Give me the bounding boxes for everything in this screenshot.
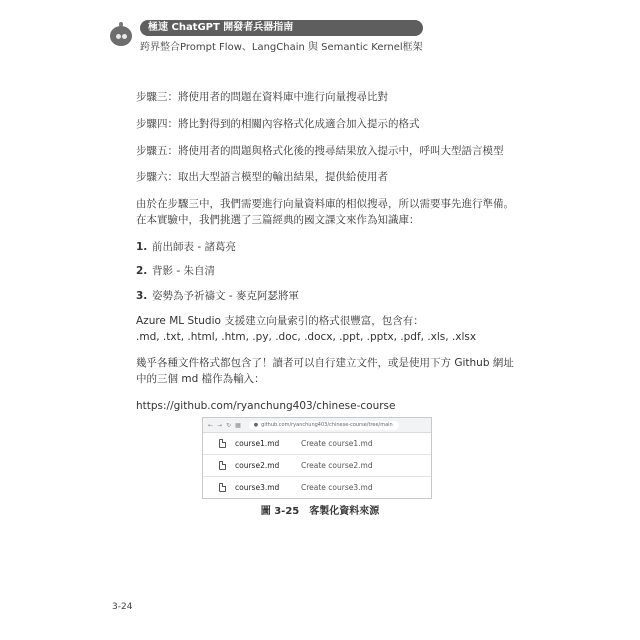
lock-icon: ● (253, 421, 259, 428)
reload-icon: ↻ (226, 421, 232, 429)
back-icon: ← (208, 421, 214, 429)
file-row (203, 477, 431, 498)
file-icon (219, 439, 226, 448)
step-five: 步驟五：將使用者的問題與格式化後的搜尋結果放入提示中，呼叫大型語言模型 (136, 144, 504, 157)
address-text: github.com/ryanchung403/chinese-course/tree/main (261, 421, 393, 428)
page-number: 3-24 (112, 602, 133, 612)
bookmark-icon: ▦ (235, 421, 241, 429)
file-name: course3.md (235, 483, 280, 492)
book-subtitle: 跨界整合Prompt Flow、LangChain 與 Semantic Kernel框架 (140, 42, 423, 53)
list-item-text: 前出師表 - 諸葛亮 (152, 240, 236, 253)
address-bar (249, 421, 399, 430)
input-line-2: 中的三個 md 檔作為輸入： (136, 373, 265, 385)
book-title: 極速 ChatGPT 開發者兵器指南 (140, 20, 423, 36)
step-six: 步驟六：取出大型語言模型的輸出結果，提供給使用者 (136, 171, 388, 184)
file-icon (219, 461, 226, 470)
file-row (203, 455, 431, 477)
list-item-text: 背影 - 朱自清 (152, 265, 215, 278)
figure-caption-text: 客製化資料來源 (309, 506, 380, 517)
formats-line-2: .md, .txt, .html, .htm, .py, .doc, .docx, .ppt, .pptx, .pdf, .xls, .xlsx (136, 330, 477, 343)
figure-caption (0, 502, 640, 517)
browser-toolbar (203, 418, 431, 433)
commit-message: Create course1.md (301, 439, 373, 448)
list-item (136, 264, 501, 280)
file-name: course1.md (235, 439, 280, 448)
page-content (136, 90, 514, 425)
file-row (203, 433, 431, 455)
intro-line-1: 由於在步驟三中，我們需要進行向量資料庫的相似搜尋，所以需要事先進行準備。 (136, 198, 514, 210)
forward-icon: → (217, 421, 223, 429)
figure-number: 圖 3-25 (260, 506, 300, 517)
github-screenshot (202, 417, 432, 499)
commit-message: Create course2.md (301, 461, 373, 470)
list-item-number: 1. (136, 240, 148, 253)
commit-message: Create course3.md (301, 483, 373, 492)
formats-line-1: Azure ML Studio 支援建立向量索引的格式很豐富，包含有： (136, 314, 424, 327)
intro-line-2: 在本實驗中，我們挑選了三篇經典的國文課文來作為知識庫： (136, 213, 420, 226)
input-line-1: 幾乎各種文件格式都包含了！讀者可以自行建立文件，或是使用下方 Github 網址 (136, 357, 514, 370)
list-item (136, 289, 501, 305)
list-item-number: 3. (136, 290, 148, 302)
book-header (108, 20, 423, 53)
step-four: 步驟四：將比對得到的相關內容格式化成適合加入提示的格式 (136, 117, 420, 130)
formats-paragraph (136, 314, 501, 346)
list-item (136, 240, 501, 256)
repo-url[interactable]: https://github.com/ryanchung403/chinese-course (136, 399, 396, 412)
input-paragraph (136, 356, 514, 388)
intro-paragraph (136, 197, 514, 229)
step-three: 步驟三：將使用者的問題在資料庫中進行向量搜尋比對 (136, 91, 388, 103)
robot-icon (108, 22, 134, 48)
file-name: course2.md (235, 461, 280, 470)
file-icon (219, 483, 226, 492)
knowledge-list (136, 240, 501, 305)
list-item-text: 姿勢為予祈禱文 - 麥克阿瑟將軍 (152, 290, 299, 302)
list-item-number: 2. (136, 265, 148, 278)
